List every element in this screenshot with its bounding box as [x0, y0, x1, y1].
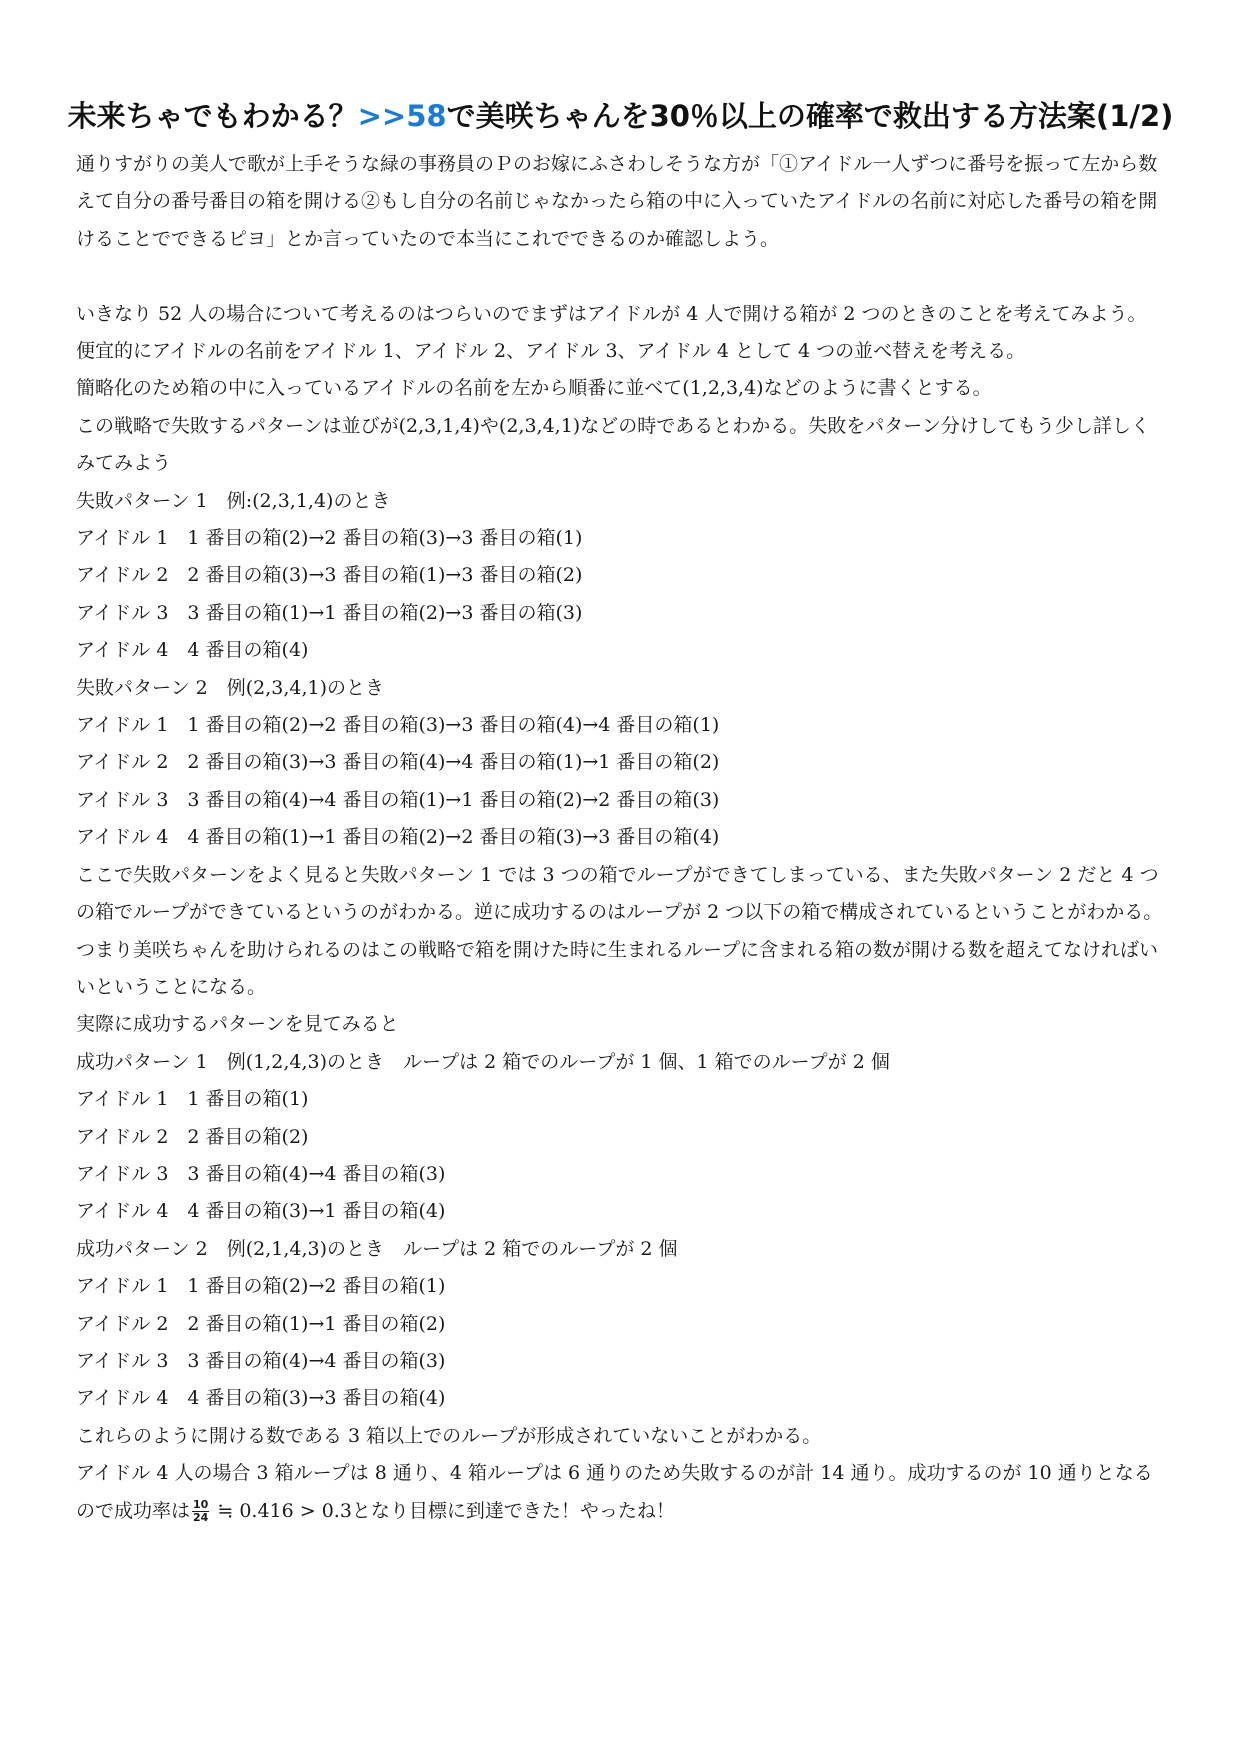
body-line: いきなり 52 人の場合について考えるのはつらいのでまずはアイドルが 4 人で開ける箱が 2 つのときのことを考えてみよう。 [76, 302, 1147, 325]
body-line: アイドル 4 4 番目の箱(1)→1 番目の箱(2)→2 番目の箱(3)→3 番目の箱(4) [76, 826, 720, 849]
intro-paragraph: 通りすがりの美人で歌が上手そうな緑の事務員のＰのお嫁にふさわしそうな方が「①アイドル一人ずつに番号を振って左から数えて自分の番号番目の箱を開ける②もし自分の名前じゃなかったら箱の中に入っていたアイドルの名前に対応した番号の箱を開けることでできるピヨ」とか言っていたので本当にこれでできるのか確認しよう。 [76, 153, 1158, 250]
body-line: 便宜的にアイドルの名前をアイドル 1、アイドル 2、アイドル 3、アイドル 4 として 4 つの並べ替えを考える。 [76, 340, 1026, 363]
body-line: これらのように開ける数である 3 箱以上でのループが形成されていないことがわかる。 [76, 1424, 822, 1447]
body-line: アイドル 4 4 番目の箱(4) [76, 639, 309, 662]
title-text-before: 未来ちゃでもわかる？ [67, 99, 358, 133]
conclusion-text: アイドル 4 人の場合 3 箱ループは 8 通り、4 箱ループは 6 通りのため失敗するのが計 14 通り。成功するのが 10 通りとなるので成功率は [76, 1462, 1153, 1522]
body-text [76, 146, 1168, 1530]
body-lines [76, 296, 1168, 1456]
body-line: アイドル 2 2 番目の箱(2) [76, 1125, 309, 1148]
fraction-denominator: 24 [193, 1511, 209, 1525]
body-line: アイドル 4 4 番目の箱(3)→3 番目の箱(4) [76, 1387, 446, 1410]
conclusion-result: ≒ 0.416 > 0.3となり目標に到達できた！やったね！ [211, 1499, 675, 1522]
body-line: 失敗パターン 1 例:(2,3,1,4)のとき [76, 489, 391, 512]
body-line: アイドル 1 1 番目の箱(2)→2 番目の箱(1) [76, 1275, 446, 1298]
body-line: ここで失敗パターンをよく見ると失敗パターン 1 では 3 つの箱でループができてしまっている、また失敗パターン 2 だと 4 つの箱でループができているというのがわかる。逆に成功するのはループが 2 つ以下の箱で構成されているということがわかる。 [76, 863, 1163, 924]
body-line: アイドル 1 1 番目の箱(2)→2 番目の箱(3)→3 番目の箱(1) [76, 527, 583, 550]
title-text-after: で美咲ちゃんを30％以上の確率で救出する方法案(1/2) [446, 99, 1174, 133]
body-line: 実際に成功するパターンを見てみると [76, 1013, 399, 1036]
body-line: アイドル 2 2 番目の箱(1)→1 番目の箱(2) [76, 1312, 446, 1335]
conclusion-paragraph [76, 1455, 1168, 1530]
body-line: アイドル 4 4 番目の箱(3)→1 番目の箱(4) [76, 1200, 446, 1223]
body-line: 成功パターン 2 例(2,1,4,3)のとき ループは 2 箱でのループが 2 個 [76, 1237, 678, 1260]
body-line: アイドル 1 1 番目の箱(2)→2 番目の箱(3)→3 番目の箱(4)→4 番目の箱(1) [76, 714, 720, 737]
body-line: アイドル 2 2 番目の箱(3)→3 番目の箱(1)→3 番目の箱(2) [76, 564, 583, 587]
fraction-numerator: 10 [193, 1498, 209, 1512]
body-line: 成功パターン 1 例(1,2,4,3)のとき ループは 2 箱でのループが 1 個、1 箱でのループが 2 個 [76, 1050, 890, 1073]
body-line: アイドル 2 2 番目の箱(3)→3 番目の箱(4)→4 番目の箱(1)→1 番目の箱(2) [76, 751, 720, 774]
body-line: アイドル 3 3 番目の箱(4)→4 番目の箱(3) [76, 1162, 446, 1185]
body-line: 簡略化のため箱の中に入っているアイドルの名前を左から順番に並べて(1,2,3,4)などのように書くとする。 [76, 377, 992, 400]
paragraph-spacer [76, 258, 1168, 295]
title-reply-link[interactable]: >>58 [357, 99, 447, 133]
success-rate-fraction [192, 1499, 209, 1524]
body-line: アイドル 3 3 番目の箱(4)→4 番目の箱(1)→1 番目の箱(2)→2 番目の箱(3) [76, 788, 720, 811]
body-line: 失敗パターン 2 例(2,3,4,1)のとき [76, 676, 385, 699]
page-title [0, 94, 1241, 135]
body-line: アイドル 1 1 番目の箱(1) [76, 1088, 309, 1111]
body-line: この戦略で失敗するパターンは並びが(2,3,1,4)や(2,3,4,1)などの時であるとわかる。失敗をパターン分けしてもう少し詳しくみてみよう [76, 414, 1150, 475]
body-line: アイドル 3 3 番目の箱(1)→1 番目の箱(2)→3 番目の箱(3) [76, 601, 583, 624]
body-line: アイドル 3 3 番目の箱(4)→4 番目の箱(3) [76, 1349, 446, 1372]
body-line: つまり美咲ちゃんを助けられるのはこの戦略で箱を開けた時に生まれるループに含まれる箱の数が開ける数を超えてなければいいということになる。 [76, 938, 1159, 998]
